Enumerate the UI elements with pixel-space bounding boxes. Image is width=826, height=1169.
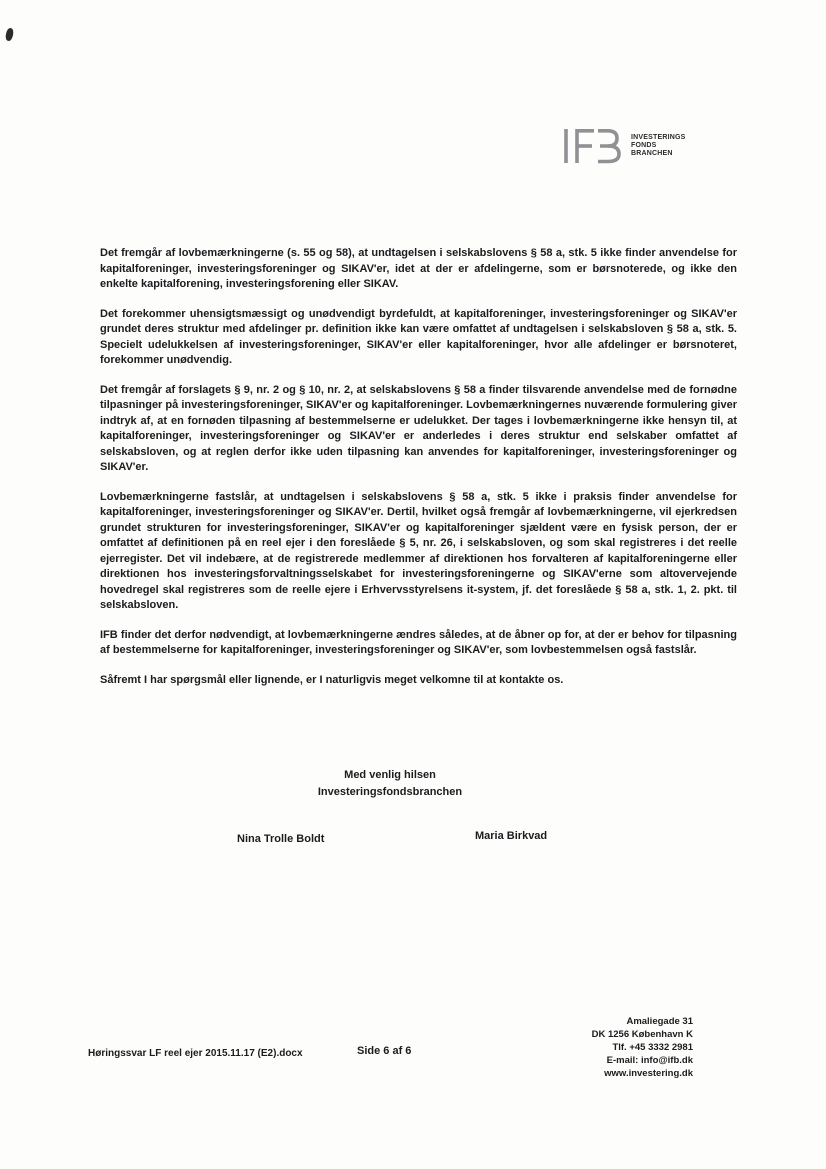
logo-text-line: BRANCHEN (631, 150, 673, 157)
address-line-email: E-mail: info@ifb.dk (606, 1055, 693, 1066)
address-line-phone: Tlf. +45 3332 2981 (612, 1042, 693, 1053)
closing-block (100, 767, 680, 800)
body-paragraph: Det fremgår af forslagets § 9, nr. 2 og § 10, nr. 2, at selskabslovens § 58 a finder tilsvarende anvendelse med de fornødne tilpasninger på investeringsforeninger, SIKAV'er og kapitalforeninger. Lovbemærkningernes nuværende formulering giver indtryk af, at en fornøden tilpasning af bestemmelserne er udelukket. Der tages i lovbemærkningerne ikke hensyn til, at kapitalforeninger, investeringsforeninger og SIKAV'er er anderledes i deres struktur end selskaber omfattet af selskabsloven, og at reglen derfor ikke uden tilpasning kan anvendes for kapitalforeninger, investeringsforeninger og SIKAV'er. (100, 383, 737, 473)
address-line-city: DK 1256 København K (591, 1029, 693, 1040)
body-paragraph: Såfremt I har spørgsmål eller lignende, er I naturligvis meget velkomne til at kontakte os. (100, 673, 564, 686)
signature-name-right: Maria Birkvad (475, 830, 548, 842)
signature-name-left: Nina Trolle Boldt (237, 833, 325, 845)
ifb-logo-icon (562, 127, 624, 165)
logo-text-line: INVESTERINGS (631, 134, 686, 141)
footer-page-number: Side 6 af 6 (357, 1045, 412, 1057)
footer-filename: Høringssvar LF reel ejer 2015.11.17 (E2).docx (88, 1048, 303, 1059)
address-line-website: www.investering.dk (604, 1068, 693, 1079)
body-paragraph: Det fremgår af lovbemærkningerne (s. 55 og 58), at undtagelsen i selskabslovens § 58 a, stk. 5 ikke finder anvendelse for kapitalforeninger, investeringsforeninger og SIKAV'er, idet at der er afdelingerne, som er børsnoterede, og ikke den enkelte kapitalforening, investeringsforening eller SIKAV. (100, 247, 737, 290)
letter-body (100, 246, 737, 702)
closing-organization: Investeringsfondsbranchen (317, 785, 463, 798)
address-line-street: Amaliegade 31 (626, 1016, 693, 1027)
ifb-logo (562, 127, 686, 165)
closing-salutation: Med venlig hilsen (344, 769, 436, 781)
ifb-logo-wordmark (631, 127, 686, 165)
footer-address-block (592, 1015, 693, 1080)
body-paragraph: Lovbemærkningerne fastslår, at undtagelsen i selskabslovens § 58 a, stk. 5 ikke i praksis finder anvendelse for kapitalforeninger, investeringsforeninger og SIKAV'er. Dertil, hvilket også fremgår af lovbemærkningerne, vil ejerkredsen grundet strukturen for investeringsforeninger, SIKAV'er og kapitalforeninger sjældent være en fysisk person, der er omfattet af definitionen på en reel ejer i den foreslåede § 5, nr. 26, i selskabsloven, og som skal registreres i det reelle ejerregister. Det vil indebære, at de registrerede medlemmer af direktionen hos forvalteren af kapitalforeningerne eller direktionen hos investeringsforvaltningsselskabet for investeringsforeningerne og SIKAV'erne som altovervejende hovedregel skal registreres som de reelle ejere i Erhvervsstyrelsens it-system, jf. det foreslåede § 58 a, stk. 1, 2. pkt. til selskabsloven. (100, 490, 737, 611)
body-paragraph: IFB finder det derfor nødvendigt, at lovbemærkningerne ændres således, at de åbner op for, at der er behov for tilpasning af bestemmelserne for kapitalforeninger, investeringsforeninger og SIKAV'er, som lovbestemmelsen også fastslår. (100, 628, 737, 656)
scan-artifact (5, 27, 15, 41)
logo-text-line: FONDS (631, 142, 657, 149)
body-paragraph: Det forekommer uhensigtsmæssigt og unødvendigt byrdefuldt, at kapitalforeninger, investeringsforeninger og SIKAV'er grundet deres struktur med afdelinger pr. definition ikke kan være omfattet af undtagelsen i selskabsloven § 58 a, stk. 5. Specielt udelukkelsen af investeringsforeninger, SIKAV'er eller kapitalforeninger, hvor alle afdelinger er børsnoteret, forekommer unødvendig. (100, 307, 737, 366)
